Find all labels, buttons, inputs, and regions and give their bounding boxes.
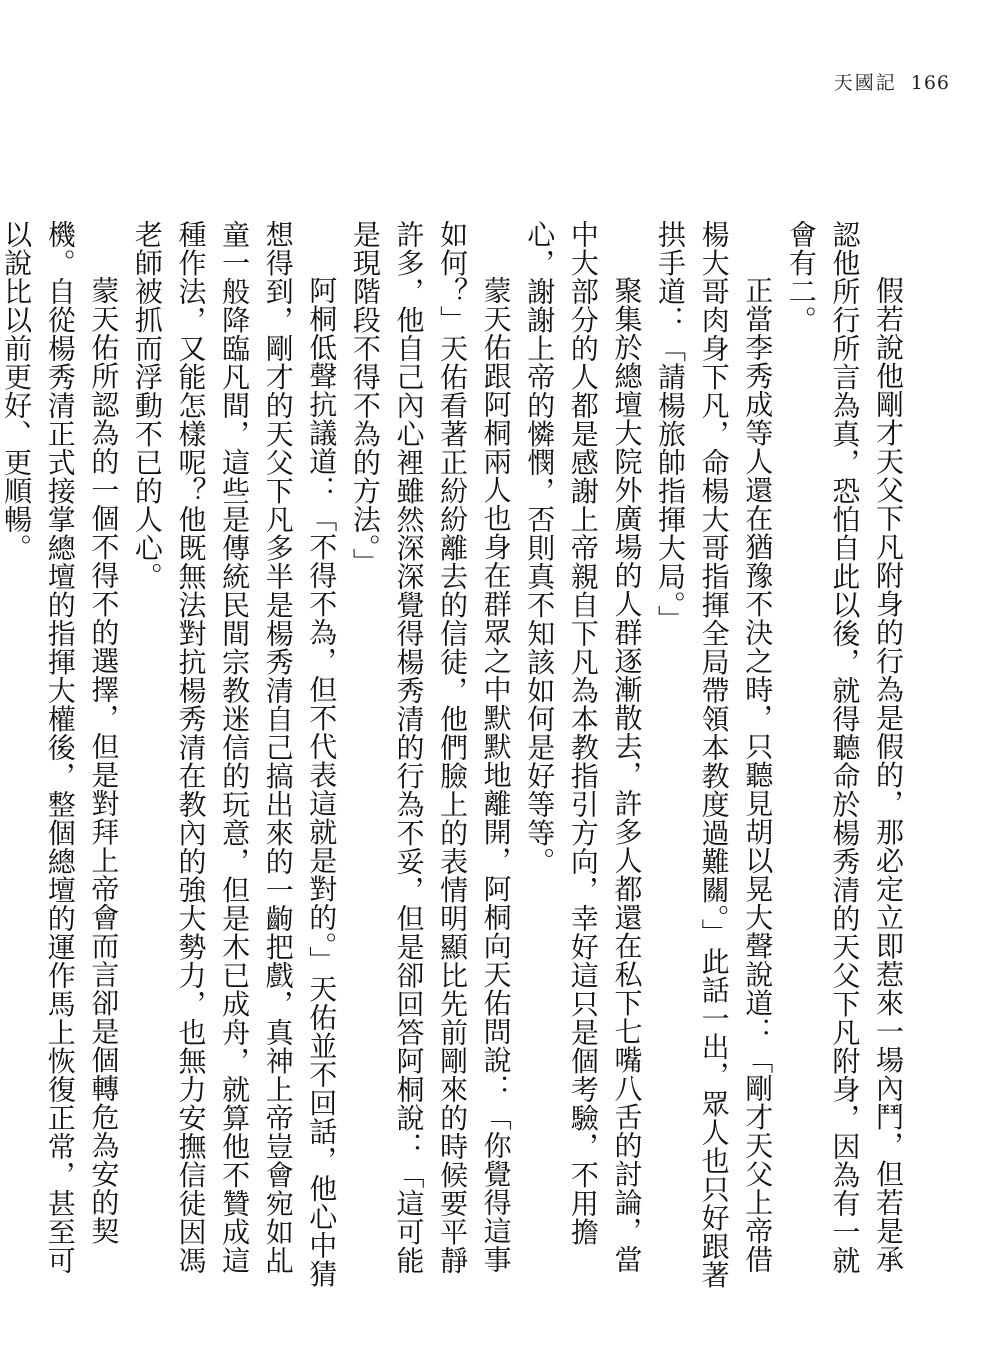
running-header [834,68,950,95]
book-title: 天國記 [833,72,897,94]
paragraph: 正當李秀成等人還在猶豫不決之時，只聽見胡以晃大聲說道：「剛才天父上帝借楊大哥肉身下凡，命楊大哥指揮全局帶領本教度過難關。」此話一出，眾人也只好跟著拱手道：「請楊旅帥指揮大局。」 [654,220,775,1289]
paragraph: 假若說他剛才天父下凡附身的行為是假的，那必定立即惹來一場內鬥，但若是承認他所行所言為真，恐怕自此以後，就得聽命於楊秀清的天父下凡附身，因為有一就會有二。 [784,220,905,1275]
body-text [0,220,910,1300]
paragraph: 聚集於總壇大院外廣場的人群逐漸散去，許多人都還在私下七嘴八舌的討論，當中大部分的人都是感謝上帝親自下凡為本教指引方向，幸好這只是個考驗，不用擔心，謝謝上帝的憐憫，否則真不知該如何是好等等。 [523,220,644,1274]
paragraph: 阿桐低聲抗議道：「不得不為，但不代表這就是對的。」天佑並不回話，他心中猜想得到，剛才的天父下凡多半是楊秀清自己搞出來的一齣把戲，真神上帝豈會宛如乩童一般降臨凡間，這些是傳統民間宗教迷信的玩意，但是木已成舟，就算他不贊成這種作法，又能怎樣呢？他既無法對抗楊秀清在教內的強大勢力，也無力安撫信徒因馮老師被抓而浮動不已的人心。 [130,220,339,1288]
paragraph: 蒙天佑所認為的一個不得不的選擇，但是對拜上帝會而言卻是個轉危為安的契機。自從楊秀清正式接掌總壇的指揮大權後，整個總壇的運作馬上恢復正常，甚至可以說比以前更好、更順暢。 [0,220,121,1275]
page-number: 166 [910,72,950,94]
paragraph: 蒙天佑跟阿桐兩人也身在群眾之中默默地離開，阿桐向天佑問說：「你覺得這事如何？」天佑看著正紛紛離去的信徒，他們臉上的表情明顯比先前剛來的時候要平靜許多，他自己內心裡雖然深深覺得楊秀清的行為不妥，但是卻回答阿桐說：「這可能是現階段不得不為的方法。」 [348,220,513,1275]
